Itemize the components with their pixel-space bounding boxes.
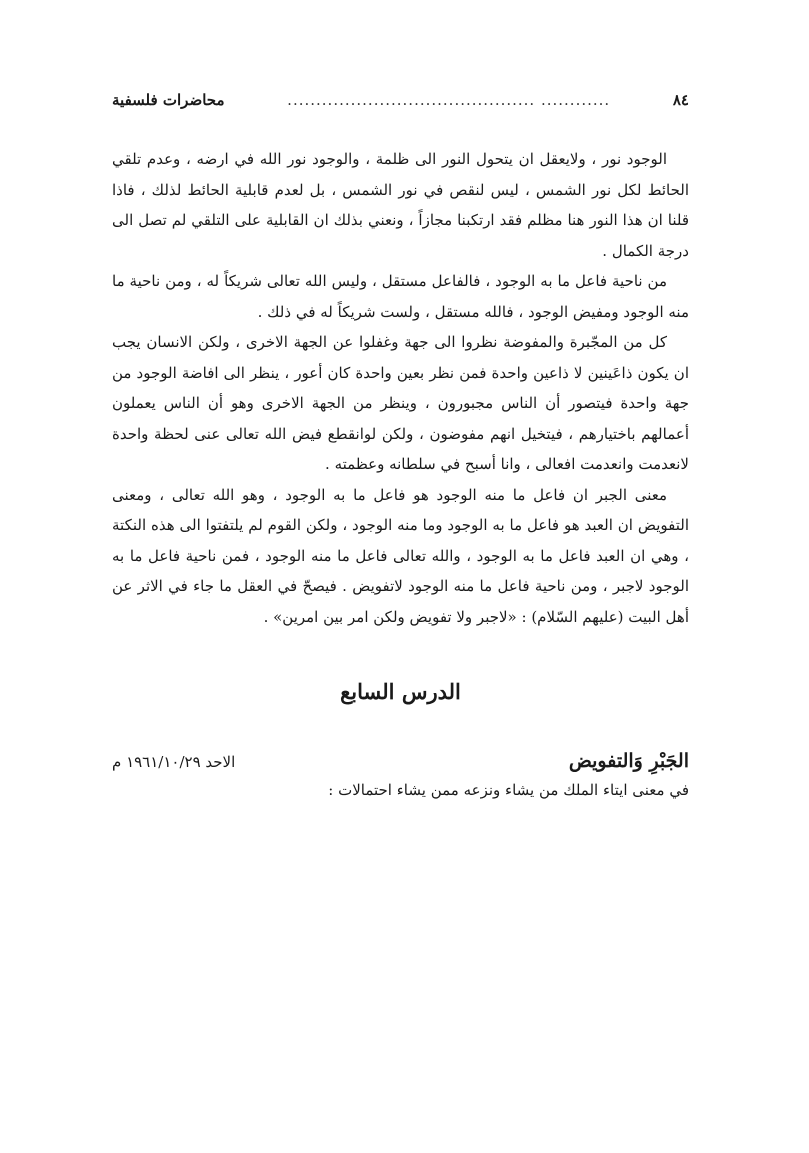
lesson-topic: الجَبْرِ وَالتفويض bbox=[568, 750, 689, 772]
running-header bbox=[112, 88, 689, 114]
page-number: ٨٤ bbox=[672, 91, 689, 109]
lesson-title: الدرس السابع bbox=[340, 679, 461, 704]
paragraph-jabr-tafwid: معنى الجبر ان فاعل ما منه الوجود هو فاعل ما به الوجود ، وهو الله تعالى ، ومعنى التفويض ان العبد هو فاعل ما به الوجود وما منه الوجود ، ولكن القوم لم يلتفتوا الى هذه النكتة ، وهي ان العبد فاعل ما به الوجود ، والله تعالى فاعل ما منه الوجود ، فمن ناحية فاعل ما به الوجود لاجبر ، ومن ناحية فاعل ما منه الوجود لاتفويض . فيصحّ في العقل ما جاء في الاثر عن أهل البيت (عليهم السّلام) : «لاجبر ولا تفويض ولكن امر بين امرين» . bbox=[112, 485, 689, 626]
lesson-meta bbox=[112, 750, 689, 772]
body-text bbox=[112, 144, 689, 632]
header-leader-dots: ............ ........................................... bbox=[287, 91, 611, 109]
paragraph-light-analogy: الوجود نور ، ولايعقل ان يتحول النور الى ظلمة ، والوجود نور الله في ارضه ، وعدم تلقي الحائط لكل نور الشمس ، ليس لنقص في نور الشمس ، بل لعدم قابلية الحائط لذلك ، فاذا قلنا ان هذا النور هنا مظلم فقد ارتكبنا مجازاً ، ونعني بذلك ان القابلية على التلقي لم تصل الى درجة الكمال . bbox=[112, 150, 689, 260]
lesson-date: الاحد ١٩٦١/١٠/٢٩ م bbox=[112, 753, 236, 771]
paragraph-agent-of-existence: من ناحية فاعل ما به الوجود ، فالفاعل مستقل ، وليس الله تعالى شريكاً له ، ومن ناحية ما منه الوجود ومفيض الوجود ، فالله مستقل ، ولست شريكاً له في ذلك . bbox=[112, 272, 689, 321]
lesson-intro: في معنى ايتاء الملك من يشاء ونزعه ممن يشاء احتمالات : bbox=[328, 781, 689, 799]
paragraph-two-eyes: كل من المجّبرة والمفوضة نظروا الى جهة وغفلوا عن الجهة الاخرى ، ولكن الانسان يجب ان يكون ذاعَينين لا ذاعين واحدة فمن نظر بعين واحدة كان أعور ، ينظر الى افاضة الوجود من جهة واحدة فيتصور أن الناس مجبورون ، وينظر من الجهة الاخرى وهو أن الناس يعملون أعمالهم باختيارهم ، فيتخيل انهم مفوضون ، ولكن لوانقطع فيض الله تعالى عنى لحظة واحدة لانعدمت وانعدمت افعالى ، وانا أسبح في سلطانه وعظمته . bbox=[112, 333, 689, 473]
book-title: محاضرات فلسفية bbox=[112, 91, 225, 109]
